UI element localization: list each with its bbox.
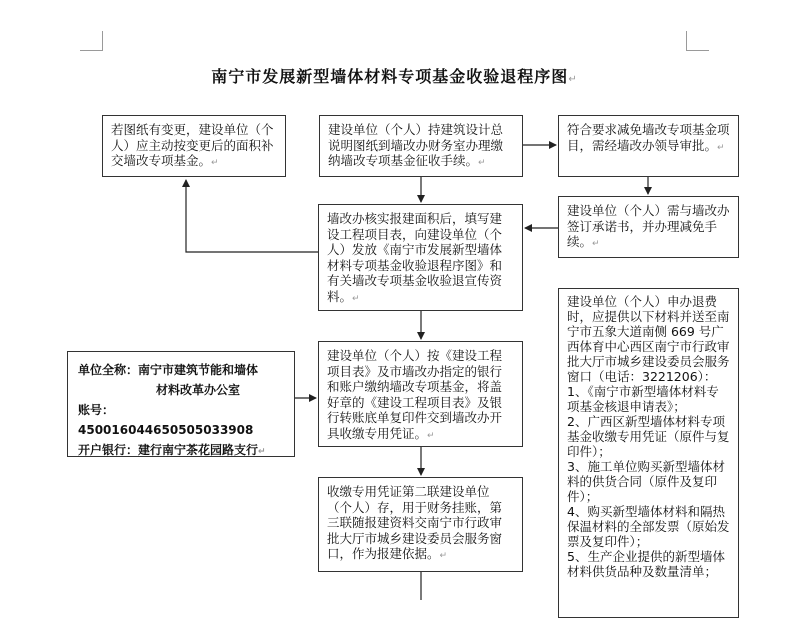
- paragraph-mark-icon: ↵: [258, 447, 266, 457]
- account-bank: 建行南宁茶花园路支行: [138, 443, 259, 457]
- flow-box-area-change: [102, 115, 286, 177]
- account-number: 450016044650505033908: [78, 423, 254, 437]
- flow-box-receipt-usage: [318, 477, 523, 572]
- flow-box-sign-commitment-text: 建设单位（个人）需与墙改办签订承诺书，并办理减免手续。: [567, 203, 730, 249]
- paragraph-mark-icon: ↵: [568, 74, 578, 85]
- flow-box-submit-drawings-text: 建设单位（个人）持建筑设计总说明图纸到墙改办财务室办理缴纳墙改专项基金征收手续。: [328, 122, 504, 168]
- account-bank-row: [78, 440, 284, 457]
- paragraph-mark-icon: ↵: [478, 158, 486, 168]
- paragraph-mark-icon: ↵: [427, 430, 435, 441]
- document-title-text: 南宁市发展新型墙体材料专项基金收验退程序图: [211, 67, 569, 86]
- bank-account-box: [67, 351, 295, 457]
- flow-box-receipt-usage-text: 收缴专用凭证第二联建设单位（个人）存，用于财务挂账，第三联随报建资料交南宁市行政审批大厅市城乡建设委员会服务窗口，作为报建依据。: [327, 484, 503, 561]
- paragraph-mark-icon: ↵: [592, 239, 600, 249]
- flow-box-exemption-approval-text: 符合要求减免墙改专项基金项目，需经墙改办领导审批。: [567, 122, 730, 153]
- account-name-row: [78, 360, 284, 380]
- paragraph-mark-icon: ↵: [211, 158, 219, 168]
- flow-box-sign-commitment: [558, 196, 739, 258]
- flow-box-refund-materials: [558, 288, 739, 618]
- flow-box-pay-fund: [318, 341, 523, 447]
- flow-box-verify-area-text: 墙改办核实报建面积后，填写建设工程项目表，向建设单位（个人）发放《南宁市发展新型墙体材料专项基金收验退程序图》和有关墙改专项基金收验退宣传资料。: [327, 211, 503, 304]
- arrow-mid1-to-left: [186, 180, 318, 252]
- flow-box-pay-fund-text: 建设单位（个人）按《建设工程项目表》及市墙改办指定的银行和账户缴纳墙改专项基金，将盖好章的《建设工程项目表》及银行转账底单复印件交到墙改办开具收缴专用凭证。: [327, 348, 503, 441]
- flow-box-refund-materials-text: 建设单位（个人）申办退费时，应提供以下材料并送至南宁市五象大道南侧 669 号广西体育中心西区南宁市行政审批大厅市城乡建设委员会服务窗口（电话：3221206）： 1、《南宁市新型墙体材料专项基金核退申请表》； 2、广西区新型墙体材料专项基金收缴专用凭证（原件与复印件）； 3、施工单位购买新型墙体材料的供货合同（原件及复印件）； 4、购买新型墙体材料和隔热保温材料的全部发票（原始发票及复印件）； 5、生产企业提供的新型墙体材料供货品种及数量清单；: [567, 294, 730, 579]
- paragraph-mark-icon: ↵: [439, 551, 448, 561]
- account-name-line2: 材料改革办公室: [156, 383, 241, 397]
- account-name-line1: 南宁市建筑节能和墙体: [138, 363, 259, 377]
- account-bank-label: 开户银行：: [78, 443, 139, 457]
- flow-box-submit-drawings: [319, 115, 523, 177]
- account-number-row: [78, 400, 284, 440]
- paragraph-mark-icon: ↵: [717, 142, 725, 153]
- flow-box-verify-area: [318, 204, 523, 311]
- account-number-label: 账号：: [78, 403, 115, 417]
- paragraph-mark-icon: ↵: [352, 293, 360, 304]
- flow-box-area-change-text: 若图纸有变更，建设单位（个人）应主动按变更后的面积补交墙改专项基金。: [111, 122, 274, 168]
- flow-box-exemption-approval: [558, 115, 739, 177]
- account-name-label: 单位全称：: [78, 363, 139, 377]
